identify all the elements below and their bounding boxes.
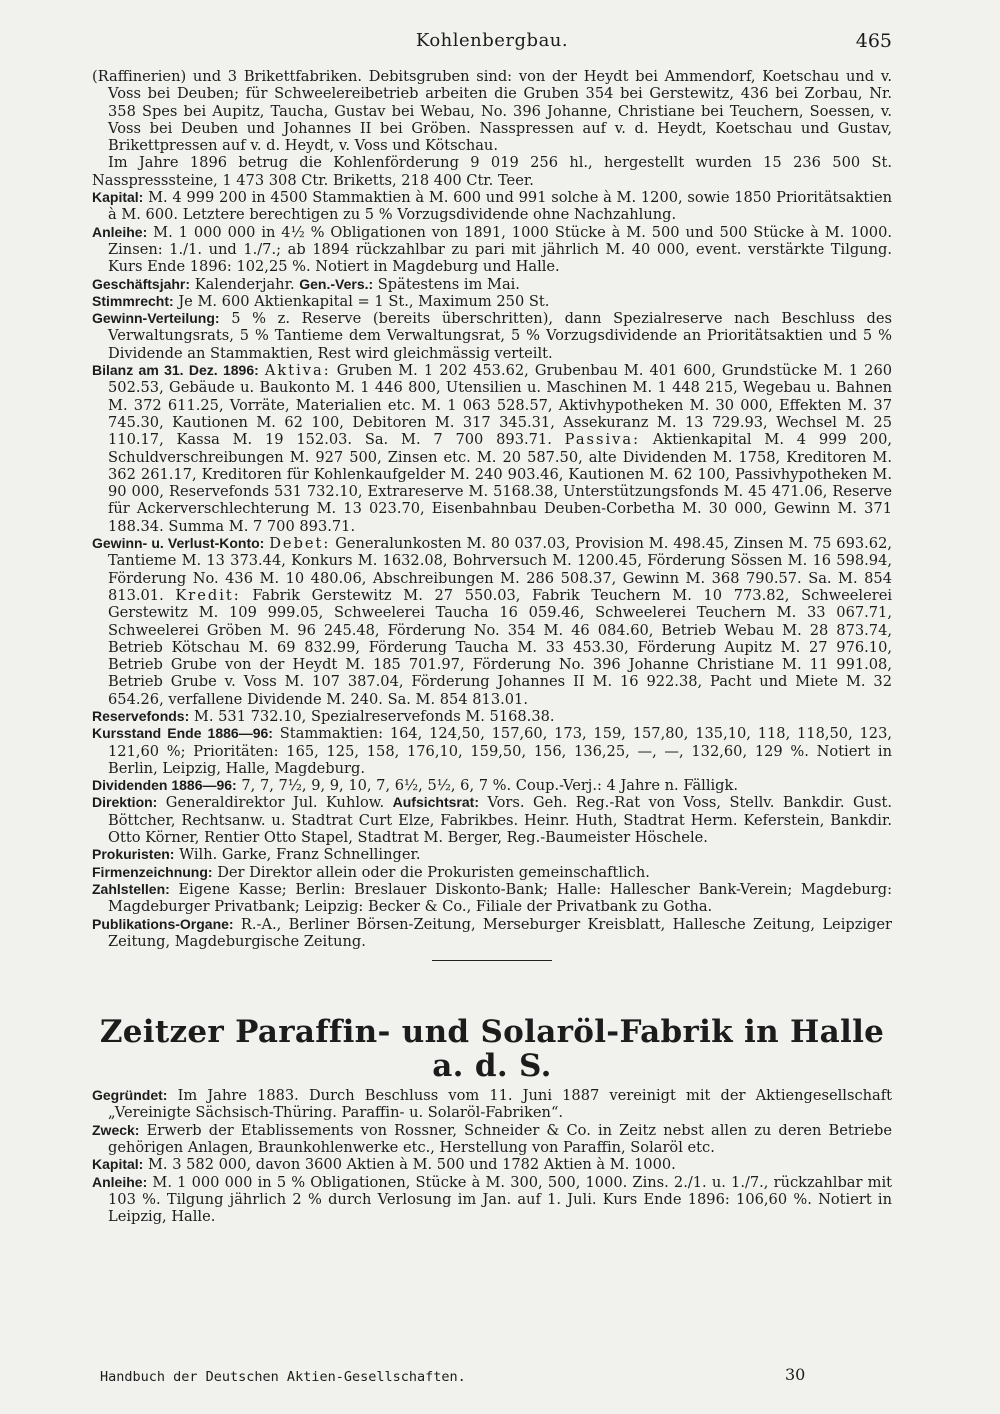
- entry-label: Gewinn-Verteilung:: [92, 310, 220, 327]
- passiva-word: Passiva:: [564, 431, 641, 449]
- entry-prokuristen: [92, 846, 892, 863]
- entry-label: Kursstand Ende 1886—96:: [92, 725, 273, 742]
- entry-label: Aufsichtsrat:: [392, 794, 479, 811]
- entry-text: Je M. 600 Aktienkapital = 1 St., Maximum 250 St.: [178, 292, 550, 310]
- entry-label: Prokuristen:: [92, 846, 175, 863]
- entry-label: Bilanz am 31. Dez. 1896:: [92, 362, 259, 379]
- entry-label: Gegründet:: [92, 1087, 168, 1104]
- entry-kapital-2: [92, 1156, 892, 1173]
- entry-label: Zweck:: [92, 1121, 140, 1138]
- entry-label: Kapital:: [92, 189, 144, 206]
- page-header: [92, 30, 892, 60]
- entry-text: Erwerb der Etablissements von Rossner, Schneider & Co. in Zeitz nebst allen zu deren Betriebe gehörigen Anlagen, Braunkohlenwerke etc., Herstellung von Paraffin, Solaröl etc.: [108, 1121, 892, 1157]
- entry-text: M. 3 582 000, davon 3600 Aktien à M. 500 und 1782 Aktien à M. 1000.: [147, 1156, 676, 1174]
- entry-text: Der Direktor allein oder die Prokuristen gemeinschaftlich.: [217, 863, 650, 881]
- entry-text: Aktienkapital M. 4 999 200, Schuldverschreibungen M. 927 500, Zinsen etc. M. 20 587.50, alte Dividenden M. 1758, Kreditoren M. 362 261.17, Kreditoren für Kohlenkaufgelder M. 240 903.46, Kautionen M. 62 100, Passivhypotheken M. 90 000, Reservefonds 531 732.10, Extrareserve M. 5168.38, Unterstützungsfonds M. 45 471.06, Reserve für Ackerverschlechterung M. 13 023.70, Eisenbahnbau Deuben-Corbetha M. 30 000, Gewinn M. 371 188.34. Summa M. 7 700 893.71.: [108, 431, 893, 535]
- entry-text: Wilh. Garke, Franz Schnellinger.: [179, 846, 421, 864]
- entry-stimmrecht: [92, 293, 892, 310]
- footer-publication-note: Handbuch der Deutschen Aktien-Gesellschaften.: [100, 1369, 466, 1385]
- section-divider: [432, 960, 552, 961]
- entry-kursstand: [92, 725, 892, 777]
- entry-label: Publikations-Organe:: [92, 915, 234, 932]
- entry-gewinn-verlust: [92, 535, 892, 708]
- entry-label: Firmenzeichnung:: [92, 863, 213, 880]
- entry-text: Kalenderjahr.: [194, 275, 295, 293]
- entry-direktion: [92, 794, 892, 846]
- entry-dividenden: [92, 777, 892, 794]
- entry-zweck: [92, 1122, 892, 1157]
- entry-text: 5 % z. Reserve (bereits überschritten), dann Spezialreserve nach Beschluss des Verwaltungsrats, 5 % Tantieme dem Verwaltungsrat, 5 % Vorzugsdividende an Prioritätsaktien und 5 % Dividende an Stammaktien, Rest wird gleichmässig verteilt.: [108, 310, 893, 362]
- kredit-word: Kredit:: [175, 586, 241, 604]
- page-number: 465: [855, 30, 892, 52]
- entry-label: Zahlstellen:: [92, 880, 170, 897]
- aktiva-word: Aktiva:: [264, 362, 331, 380]
- entry-label: Gewinn- u. Verlust-Konto:: [92, 535, 265, 552]
- entry-text: Fabrik Gerstewitz M. 27 550.03, Fabrik Teuchern M. 10 773.82, Schweelerei Gerstewitz M. 109 999.05, Schweelerei Taucha 16 059.46, Schweelerei Teuchern M. 33 067.71, Schweelerei Gröben M. 96 245.48, Förderung No. 354 M. 46 084.60, Betrieb Webau M. 28 873.74, Betrieb Kötschau M. 69 832.99, Förderung Taucha M. 33 453.30, Förderung Aupitz M. 27 976.10, Betrieb Grube von der Heydt M. 185 701.97, Förderung No. 396 Johanne Christiane M. 11 991.08, Betrieb Grube v. Voss M. 107 387.04, Förderung Johannes II M. 16 922.38, Pacht und Miete M. 32 654.26, verfallene Dividende M. 240. Sa. M. 854 813.01.: [108, 586, 892, 708]
- running-title: Kohlenbergbau.: [415, 30, 569, 51]
- entry-reservefonds: [92, 708, 892, 725]
- entry-label: Direktion:: [92, 794, 158, 811]
- entry-text: M. 4 999 200 in 4500 Stammaktien à M. 600 und 991 solche à M. 1200, sowie 1850 Prioritätsaktien à M. 600. Letztere berechtigen zu 5 % Vorzugsdividende ohne Nachzahlung.: [108, 189, 892, 224]
- entry-publikations-organe: [92, 916, 892, 951]
- signature-mark: 30: [785, 1365, 806, 1384]
- page-body: [92, 68, 892, 1226]
- entry-bilanz: [92, 362, 892, 535]
- production-paragraph: Im Jahre 1896 betrug die Kohlenförderung 9 019 256 hl., hergestellt wurden 15 236 500 St. Nasspresssteine, 1 473 308 Ctr. Briketts, 218 400 Ctr. Teer.: [92, 154, 892, 189]
- page-footer: [92, 1367, 892, 1387]
- entry-text: Generaldirektor Jul. Kuhlow.: [165, 794, 385, 812]
- entry-text: M. 1 000 000 in 5 % Obligationen, Stücke à M. 300, 500, 1000. Zins. 2./1. u. 1./7., rückzahlbar mit 103 %. Tilgung jährlich 2 % durch Verlosung im Jan. auf 1. Juli. Kurs Ende 1896: 106,60 %. Notiert in Leipzig, Halle.: [108, 1173, 892, 1226]
- entry-text: Spätestens im Mai.: [377, 275, 520, 293]
- entry-label: Gen.-Vers.:: [299, 275, 374, 292]
- entry-text: 7, 7, 7½, 9, 9, 10, 7, 6½, 5½, 6, 7 %. Coup.-Verj.: 4 Jahre n. Fälligk.: [241, 777, 738, 795]
- entry-anleihe-2: [92, 1174, 892, 1226]
- entry-gegruendet: [92, 1087, 892, 1122]
- entry-firmenzeichnung: [92, 864, 892, 881]
- intro-paragraph: (Raffinerien) und 3 Brikettfabriken. Debitsgruben sind: von der Heydt bei Ammendorf, Koetschau und v. Voss bei Deuben; für Schweelereibetrieb arbeiten die Gruben 354 bei Gerstewitz, 436 bei Zorbau, Nr. 358 Spes bei Aupitz, Taucha, Gustav bei Webau, No. 396 Johanne, Christiane bei Teuchern, Soessen, v. Voss bei Deuben und Johannes II bei Gröben. Nasspressen auf v. d. Heydt, Koetschau und Gustav, Brikettpressen auf v. d. Heydt, v. Voss und Kötschau.: [92, 68, 892, 155]
- entry-label: Anleihe:: [92, 223, 148, 240]
- entry-geschaeftsjahr: [92, 276, 892, 293]
- entry-text: Eigene Kasse; Berlin: Breslauer Diskonto-Bank; Halle: Hallescher Bank-Verein; Magdeburg: Magdeburger Privatbank; Leipzig: Becker & Co., Filiale der Privatbank zu Gotha.: [108, 880, 892, 916]
- entry-label: Anleihe:: [92, 1173, 148, 1190]
- entry-anleihe: [92, 224, 892, 276]
- entry-text: Gruben M. 1 202 453.62, Grubenbau M. 401 600, Grundstücke M. 1 260 502.53, Gebäude u. Baukonto M. 1 446 800, Utensilien u. Maschinen M. 1 448 215, Wegebau u. Bahnen M. 372 611.25, Vorräte, Materialien etc. M. 1 063 528.57, Aktivhypotheken M. 30 000, Effekten M. 37 745.30, Kautionen M. 62 100, Debitoren M. 317 345.31, Assekuranz M. 13 729.93, Wechsel M. 25 110.17, Kassa M. 19 152.03. Sa. M. 7 700 893.71.: [108, 362, 893, 449]
- debet-word: Debet:: [269, 535, 331, 553]
- entry-label: Geschäftsjahr:: [92, 275, 191, 292]
- entry-text: R.-A., Berliner Börsen-Zeitung, Merseburger Kreisblatt, Hallesche Zeitung, Leipziger Zeitung, Magdeburgische Zeitung.: [108, 915, 893, 950]
- entry-text: Generalunkosten M. 80 037.03, Provision M. 498.45, Zinsen M. 75 693.62, Tantieme M. 13 373.44, Konkurs M. 1632.08, Bohrversuch M. 1200.45, Förderung Sössen M. 16 598.94, Förderung No. 436 M. 10 480.06, Abschreibungen M. 286 508.37, Gewinn M. 368 790.57. Sa. M. 854 813.01.: [108, 535, 892, 604]
- entry-label: Kapital:: [92, 1156, 144, 1173]
- entry-zahlstellen: [92, 881, 892, 916]
- entry-text: Im Jahre 1883. Durch Beschluss vom 11. Juni 1887 vereinigt mit der Aktiengesellschaft „Vereinigte Sächsisch-Thüring. Paraffin- u. Solaröl-Fabriken“.: [108, 1087, 892, 1122]
- entry-text: M. 531 732.10, Spezialreservefonds M. 5168.38.: [193, 707, 555, 725]
- entry-text: M. 1 000 000 in 4½ % Obligationen von 1891, 1000 Stücke à M. 500 und 500 Stücke à M. 1000. Zinsen: 1./1. und 1./7.; ab 1894 rückzahlbar zu pari mit jährlich M. 40 000, event. verstärkte Tilgung. Kurs Ende 1896: 102,25 %. Notiert in Magdeburg und Halle.: [108, 223, 892, 276]
- entry-gewinn-verteilung: [92, 310, 892, 362]
- company-title: Zeitzer Paraffin- und Solaröl-Fabrik in Halle a. d. S.: [99, 1014, 885, 1085]
- entry-label: Dividenden 1886—96:: [92, 777, 237, 794]
- entry-text: Stammaktien: 164, 124,50, 157,60, 173, 159, 157,80, 135,10, 118, 118,50, 123, 121,60 %; Prioritäten: 165, 125, 158, 176,10, 159,50, 156, 136,25, —, —, 132,60, 129 %. Notiert in Berlin, Leipzig, Halle, Magdeburg.: [108, 725, 893, 777]
- entry-kapital: [92, 189, 892, 224]
- entry-text: Vors. Geh. Reg.-Rat von Voss, Stellv. Bankdir. Gust. Böttcher, Rechtsanw. u. Stadtrat Curt Elze, Fabrikbes. Heinr. Huth, Stadtrat Herm. Keferstein, Bankdir. Otto Körner, Rentier Otto Stapel, Stadtrat M. Berger, Reg.-Baumeister Höschele.: [108, 794, 893, 847]
- entry-label: Stimmrecht:: [92, 292, 174, 309]
- entry-label: Reservefonds:: [92, 707, 190, 724]
